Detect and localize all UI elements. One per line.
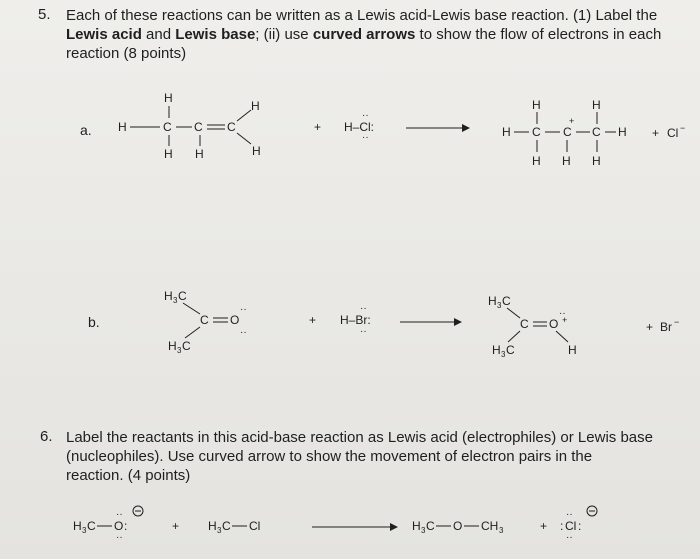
svg-text:H: H <box>208 519 217 533</box>
svg-text:··: ·· <box>362 110 369 121</box>
svg-text:−: − <box>680 123 686 133</box>
svg-text:C: C <box>520 317 529 331</box>
svg-text:C: C <box>227 120 236 134</box>
svg-text:··: ·· <box>116 509 123 520</box>
svg-text:H: H <box>568 343 577 357</box>
svg-text:O: O <box>114 519 124 533</box>
svg-text:H: H <box>488 294 497 308</box>
question-5-line-1: Each of these reactions can be written as a Lewis acid-Lewis base reaction. (1) Label the <box>66 7 658 24</box>
svg-text:··: ·· <box>116 532 123 543</box>
reaction-b-hbr <box>309 303 371 337</box>
svg-text:H: H <box>592 98 601 112</box>
svg-text:O: O <box>549 317 559 331</box>
svg-text:H: H <box>252 144 261 158</box>
svg-text:H: H <box>164 147 173 161</box>
svg-text:H: H <box>492 343 501 357</box>
svg-text:C: C <box>506 343 515 357</box>
text-use: ; (ii) use <box>255 26 313 43</box>
svg-text:C: C <box>178 289 187 303</box>
reaction-b-bromide <box>646 317 679 334</box>
question-6-line-3: reaction. (4 points) <box>66 467 191 484</box>
svg-text:+: + <box>569 116 575 126</box>
svg-text:H: H <box>592 154 601 168</box>
svg-text:··: ·· <box>566 509 573 520</box>
part-a-label: a. <box>80 122 92 138</box>
svg-text:3: 3 <box>499 526 504 535</box>
svg-text:H: H <box>195 147 204 161</box>
svg-text:3: 3 <box>421 526 426 535</box>
svg-text::: : <box>578 519 582 533</box>
q6-plus-2 <box>540 519 547 533</box>
svg-text:H: H <box>118 120 127 134</box>
svg-text:C: C <box>563 125 572 139</box>
svg-text:+: + <box>562 315 568 325</box>
svg-text:H: H <box>562 154 571 168</box>
reaction-b-protonated-acetone <box>488 294 577 359</box>
q6-dimethyl-ether <box>412 519 504 535</box>
svg-text:H: H <box>164 91 173 105</box>
svg-text:··: ·· <box>559 308 566 319</box>
svg-text:C: C <box>222 519 231 533</box>
plus-sign: + <box>652 126 660 140</box>
question-6-number: 6. <box>40 428 53 445</box>
svg-text::: : <box>124 519 128 533</box>
q6-methoxide <box>73 506 143 543</box>
svg-text:C: C <box>194 120 203 134</box>
question-6-line-1: Label the reactants in this acid-base reaction as Lewis acid (electrophiles) or Lewis base <box>66 429 653 446</box>
svg-text:−: − <box>674 317 680 327</box>
svg-text:O: O <box>230 313 240 327</box>
svg-text:+: + <box>172 519 180 533</box>
text-flow: to show the flow of electrons in each <box>415 26 662 43</box>
svg-text:+: + <box>540 519 548 533</box>
question-5-line-3: reaction (8 points) <box>66 45 187 62</box>
svg-text:Cl: Cl <box>667 126 679 140</box>
svg-text:Cl: Cl <box>249 519 261 533</box>
svg-text:H: H <box>532 154 541 168</box>
svg-text::: : <box>560 519 564 533</box>
term-lewis-base: Lewis base <box>175 26 256 43</box>
svg-text:··: ·· <box>566 532 573 543</box>
reaction-a-arrow <box>406 124 470 132</box>
svg-text:3: 3 <box>173 296 178 305</box>
svg-text:··: ·· <box>240 304 247 315</box>
svg-text:··: ·· <box>362 132 369 143</box>
plus-sign: + <box>309 313 317 327</box>
term-curved-arrows: curved arrows <box>312 26 416 43</box>
reaction-a-propene <box>118 91 261 161</box>
svg-text:Br: Br <box>660 320 672 334</box>
svg-text:··: ·· <box>360 326 367 337</box>
svg-text:3: 3 <box>177 346 182 355</box>
hcl-formula: H–Cl: <box>344 120 375 134</box>
part-b-label: b. <box>88 314 100 330</box>
svg-text:3: 3 <box>501 350 506 359</box>
svg-text:C: C <box>426 519 435 533</box>
svg-text:H: H <box>502 125 511 139</box>
svg-text:··: ·· <box>360 303 367 314</box>
svg-text:C: C <box>592 125 601 139</box>
question-6-text <box>66 428 696 485</box>
svg-text:C: C <box>163 120 172 134</box>
q6-arrow <box>312 523 398 531</box>
svg-text:Cl: Cl <box>565 519 577 533</box>
reaction-a-chloride <box>652 123 685 140</box>
svg-text:H: H <box>164 289 173 303</box>
svg-text:3: 3 <box>82 526 87 535</box>
svg-text:3: 3 <box>497 301 502 310</box>
text-and: and <box>141 26 176 43</box>
svg-text:··: ·· <box>240 327 247 338</box>
svg-text:H: H <box>412 519 421 533</box>
plus-sign: + <box>646 320 654 334</box>
svg-text:H: H <box>73 519 82 533</box>
svg-text:C: C <box>532 125 541 139</box>
question-6-line-2: (nucleophiles). Use curved arrow to show the movement of electron pairs in the <box>66 448 593 465</box>
reaction-b-arrow <box>400 318 462 326</box>
reaction-a-hcl <box>314 110 374 143</box>
term-lewis-acid: Lewis acid <box>66 26 142 43</box>
svg-text:C: C <box>182 339 191 353</box>
plus-sign: + <box>314 120 322 134</box>
svg-text:C: C <box>200 313 209 327</box>
svg-text:H: H <box>251 99 260 113</box>
svg-text:H: H <box>168 339 177 353</box>
svg-text:H: H <box>532 98 541 112</box>
question-5-number: 5. <box>38 6 51 23</box>
q6-chloride <box>560 506 597 543</box>
svg-text:H: H <box>618 125 627 139</box>
reaction-b-acetone <box>164 289 247 355</box>
hbr-formula: H–Br: <box>340 313 371 327</box>
svg-text:C: C <box>502 294 511 308</box>
svg-text:CH: CH <box>481 519 499 533</box>
svg-text:O: O <box>453 519 463 533</box>
svg-text:3: 3 <box>217 526 222 535</box>
q6-methyl-chloride <box>208 519 260 535</box>
svg-text:C: C <box>87 519 96 533</box>
reaction-a-carbocation <box>502 98 627 168</box>
q6-plus-1 <box>172 519 179 533</box>
